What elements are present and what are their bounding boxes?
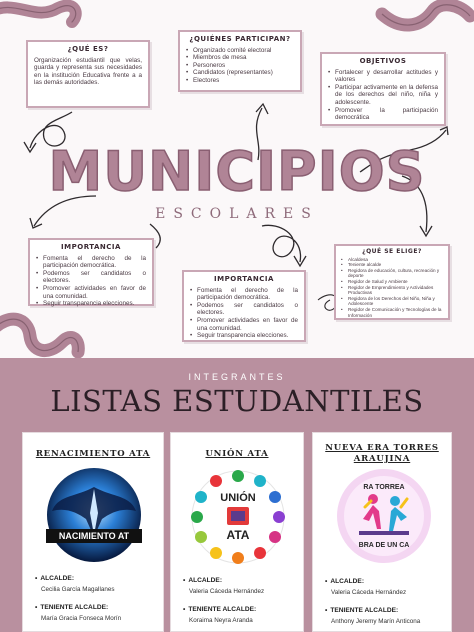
list-item: • Participar activamente en la defensa de los derechos del niño, niña y adolescente. bbox=[328, 84, 438, 107]
list-item: • Seguir transparencia elecciones. bbox=[190, 332, 298, 340]
union-logo bbox=[190, 469, 286, 565]
arrow-right-up-head bbox=[440, 127, 448, 135]
union-logo-text-top: UNIÓN bbox=[220, 492, 256, 504]
list-name: UNIÓN ATA bbox=[205, 449, 269, 459]
list-name-line2: ARAUJINA bbox=[353, 454, 411, 464]
card-que-se-elige-heading: ¿QUÉ SE ELIGE? bbox=[362, 248, 422, 255]
list-item: • Regidor de Emprendimiento y Actividades Productivas bbox=[341, 285, 443, 296]
list-item: • Personeros bbox=[186, 62, 294, 70]
nueva-era-logo-text-bottom: BRA DE UN CA bbox=[358, 542, 410, 549]
card-objetivos-heading: OBJETIVOS bbox=[359, 57, 407, 65]
list-item: • Regidora de educación, cultura, recreación y deporte bbox=[341, 268, 443, 279]
main-subtitle: ESCOLARES bbox=[155, 206, 319, 222]
alcalde-label: • ALCALDE: bbox=[35, 575, 74, 582]
list-item: • Fortalecer y desarrollar actitudes y valores bbox=[328, 69, 438, 84]
list-item: • Fomenta el derecho de la participación democrática. bbox=[36, 255, 146, 270]
card-objetivos bbox=[320, 52, 446, 126]
main-title: MUNICIPIOS bbox=[48, 140, 426, 203]
card-quienes-participan bbox=[178, 30, 302, 92]
card-que-es-text: Organización estudiantil que velas, guarda y representa sus necesidades en la institución Educativa frente a a las demás autoridades. bbox=[34, 56, 142, 87]
card-importancia-center bbox=[182, 270, 306, 342]
list-item: • Promover la participación democrática bbox=[328, 107, 438, 122]
list-item: • Miembros de mesa bbox=[186, 54, 294, 62]
card-importancia-center-heading: IMPORTANCIA bbox=[214, 275, 274, 283]
alcalde-label: • ALCALDE: bbox=[183, 577, 222, 584]
list-panel-renacimiento bbox=[22, 432, 164, 632]
card-importancia-left bbox=[28, 238, 154, 306]
list-panel-union bbox=[170, 432, 304, 632]
list-item: • Seguir transparencia elecciones. bbox=[36, 300, 146, 308]
card-importancia-left-list bbox=[36, 255, 146, 308]
card-importancia-center-list bbox=[190, 287, 298, 340]
card-objetivos-list bbox=[328, 69, 438, 122]
list-item: • Promover actividades en favor de una comunidad. bbox=[190, 317, 298, 332]
list-item: • Promover actividades en favor de una comunidad. bbox=[36, 285, 146, 300]
list-item: • Regidor de Comunicación y Tecnologías de la Información bbox=[341, 307, 443, 318]
union-logo-text-bottom: ATA bbox=[226, 528, 250, 542]
card-importancia-left-heading: IMPORTANCIA bbox=[61, 243, 121, 251]
list-item: • Electores bbox=[186, 77, 294, 85]
card-que-es bbox=[26, 40, 150, 108]
card-que-es-heading: ¿QUÉ ES? bbox=[67, 45, 109, 53]
list-item: • Alcaldesa bbox=[341, 257, 443, 263]
worm-bottom-left bbox=[0, 319, 78, 352]
list-item: • Fomenta el derecho de la participación democrática. bbox=[190, 287, 298, 302]
list-name-line1: NUEVA ERA TORRES bbox=[325, 443, 439, 453]
list-item: • Regidor de Salud y Ambiente bbox=[341, 279, 443, 285]
teniente-label: • TENIENTE ALCALDE: bbox=[35, 604, 108, 611]
list-item: • Organizado comité electoral bbox=[186, 47, 294, 55]
alcalde-name: Valeria Cáceda Hernández bbox=[189, 588, 265, 595]
renacimiento-logo-text: NACIMIENTO AT bbox=[58, 531, 130, 541]
list-panel-nueva-era bbox=[312, 432, 452, 632]
list-item: • Podemos ser candidatos o electores. bbox=[190, 302, 298, 317]
card-quienes-list bbox=[186, 47, 294, 85]
card-quienes-heading: ¿QUIÉNES PARTICIPAN? bbox=[189, 35, 291, 43]
alcalde-label: • ALCALDE: bbox=[325, 578, 364, 585]
list-item: • Podemos ser candidatos o electores. bbox=[36, 270, 146, 285]
teniente-name: Koraima Neyra Aranda bbox=[189, 617, 253, 624]
nueva-era-logo-text-top: RA TORREA bbox=[363, 484, 405, 491]
section-kicker: INTEGRANTES bbox=[188, 372, 286, 382]
alcalde-name: Valeria Cáceda Hernández bbox=[331, 589, 407, 596]
teniente-name: Anthony Jeremy Marín Anticona bbox=[331, 618, 421, 625]
list-item: • Teniente alcalde bbox=[341, 262, 443, 268]
renacimiento-logo bbox=[46, 467, 142, 563]
nueva-era-logo bbox=[335, 467, 433, 565]
alcalde-name: Cecilia García Magallanes bbox=[41, 586, 115, 593]
teniente-label: • TENIENTE ALCALDE: bbox=[183, 606, 256, 613]
list-item: • Candidatos (representantes) bbox=[186, 69, 294, 77]
card-que-se-elige-list bbox=[341, 257, 443, 319]
section-heading: LISTAS ESTUDANTILES bbox=[50, 384, 424, 418]
teniente-name: María Gracia Fonseca Morín bbox=[41, 615, 122, 622]
list-name: RENACIMIENTO ATA bbox=[35, 449, 151, 459]
list-item: • Regidora de los Derechos del Niño, Niña y Adolescente bbox=[341, 296, 443, 307]
card-que-se-elige bbox=[334, 244, 450, 320]
teniente-label: • TENIENTE ALCALDE: bbox=[325, 607, 398, 614]
